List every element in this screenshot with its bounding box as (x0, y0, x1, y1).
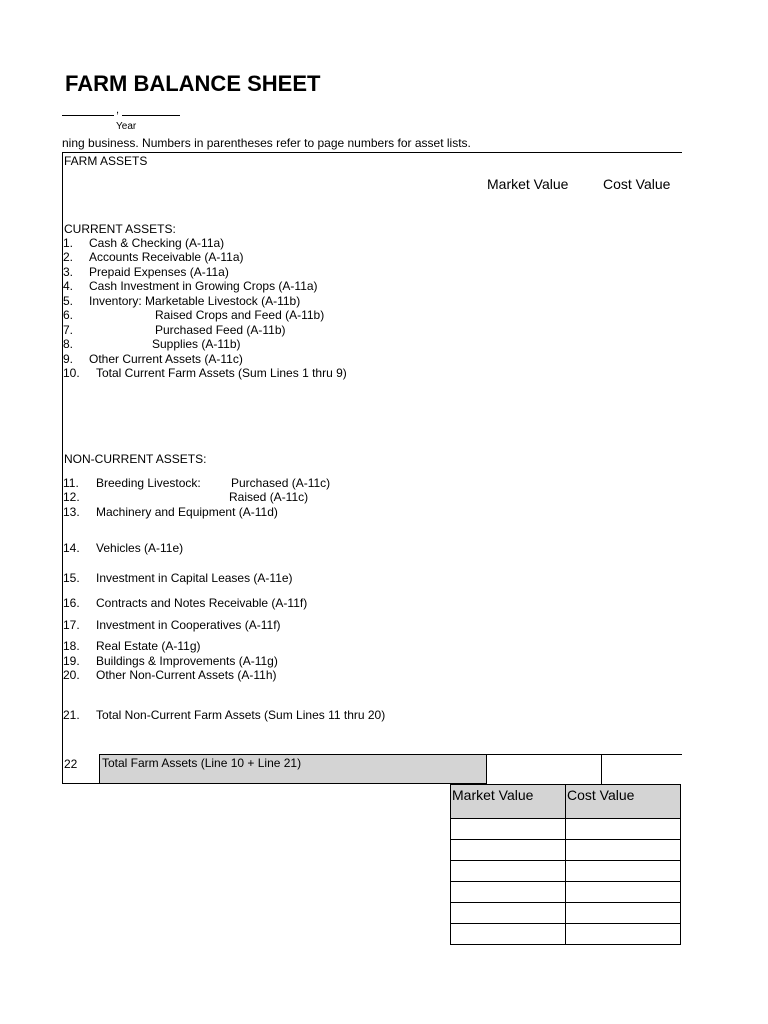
line-label: Total Non-Current Farm Assets (Sum Lines 11 thru 20) (96, 708, 386, 722)
line-number: 21. (63, 708, 80, 722)
grid-cost-value-header: Cost Value (566, 785, 681, 819)
line-label: Accounts Receivable (A-11a) (89, 250, 244, 264)
line-label: Breeding Livestock: (96, 476, 201, 490)
line-number: 20. (63, 668, 80, 682)
section-title: FARM ASSETS (64, 154, 148, 168)
line-label: Raised (A-11c) (229, 490, 309, 504)
cost-value-header: Cost Value (603, 176, 671, 192)
line-number: 5. (63, 294, 74, 308)
line-number: 3. (63, 265, 74, 279)
grid-header-row (451, 785, 681, 819)
line-number: 1. (63, 236, 74, 250)
grid-market-value-header: Market Value (451, 785, 566, 819)
line-label: Cash & Checking (A-11a) (89, 236, 225, 250)
line-label: Real Estate (A-11g) (96, 639, 201, 653)
cost-value-cell[interactable] (566, 861, 681, 882)
market-value-cell[interactable] (451, 903, 566, 924)
line-label: Inventory: Marketable Livestock (A-11b) (89, 294, 301, 308)
line-number: 6. (63, 308, 74, 322)
line-label: Contracts and Notes Receivable (A-11f) (96, 596, 308, 610)
grid-row (451, 861, 681, 882)
total-label: Total Farm Assets (Line 10 + Line 21) (102, 756, 302, 770)
grid-row (451, 819, 681, 840)
line-label: Cash Investment in Growing Crops (A-11a) (89, 279, 318, 293)
line-label: Buildings & Improvements (A-11g) (96, 654, 278, 668)
cost-value-cell[interactable] (566, 840, 681, 861)
line-label: Other Current Assets (A-11c) (89, 352, 243, 366)
line-number: 10. (63, 366, 80, 380)
line-number: 8. (63, 337, 74, 351)
line-number: 17. (63, 618, 80, 632)
grid-row (451, 924, 681, 945)
instructions-text: ning business. Numbers in parentheses refer to page numbers for asset lists. (62, 136, 471, 150)
line-number: 9. (63, 352, 74, 366)
line-label: Investment in Capital Leases (A-11e) (96, 571, 293, 585)
year-label: Year (116, 121, 137, 132)
line-label: Machinery and Equipment (A-11d) (96, 505, 278, 519)
date-blank-line (62, 115, 114, 116)
value-grid (450, 784, 681, 945)
line-label: Investment in Cooperatives (A-11f) (96, 618, 281, 632)
grid-row (451, 903, 681, 924)
total-label-cell (99, 754, 487, 784)
line-label: Raised Crops and Feed (A-11b) (155, 308, 325, 322)
line-number: 15. (63, 571, 80, 585)
current-assets-heading: CURRENT ASSETS: (64, 222, 176, 236)
non-current-assets-heading: NON-CURRENT ASSETS: (64, 452, 207, 466)
page-title: FARM BALANCE SHEET (65, 71, 321, 96)
date-comma: , (116, 104, 120, 116)
line-label-extra: Purchased (A-11c) (231, 476, 331, 490)
line-label: Total Current Farm Assets (Sum Lines 1 thru 9) (96, 366, 347, 380)
form-top-border (62, 152, 682, 153)
cost-value-cell[interactable] (566, 903, 681, 924)
line-number: 7. (63, 323, 74, 337)
line-number: 11. (63, 476, 79, 490)
market-value-header: Market Value (487, 176, 569, 192)
line-label: Other Non-Current Assets (A-11h) (96, 668, 277, 682)
grid-row (451, 882, 681, 903)
line-number: 13. (63, 505, 80, 519)
line-number: 19. (63, 654, 80, 668)
line-label: Vehicles (A-11e) (96, 541, 184, 555)
line-number: 14. (63, 541, 80, 555)
line-number: 16. (63, 596, 80, 610)
line-number: 12. (63, 490, 80, 504)
market-value-cell[interactable] (451, 819, 566, 840)
year-blank-line (122, 115, 180, 116)
market-value-cell[interactable] (451, 924, 566, 945)
line-number: 2. (63, 250, 74, 264)
cost-value-cell[interactable] (566, 882, 681, 903)
line-label: Prepaid Expenses (A-11a) (89, 265, 229, 279)
line-label: Purchased Feed (A-11b) (155, 323, 286, 337)
line-label: Supplies (A-11b) (152, 337, 241, 351)
cost-value-cell[interactable] (566, 819, 681, 840)
total-market-value-cell[interactable] (486, 754, 602, 784)
line-number: 4. (63, 279, 74, 293)
market-value-cell[interactable] (451, 840, 566, 861)
grid-row (451, 840, 681, 861)
total-cost-value-cell[interactable] (601, 754, 682, 784)
cost-value-cell[interactable] (566, 924, 681, 945)
total-line-number: 22 (64, 757, 78, 771)
market-value-cell[interactable] (451, 882, 566, 903)
line-number: 18. (63, 639, 80, 653)
market-value-cell[interactable] (451, 861, 566, 882)
